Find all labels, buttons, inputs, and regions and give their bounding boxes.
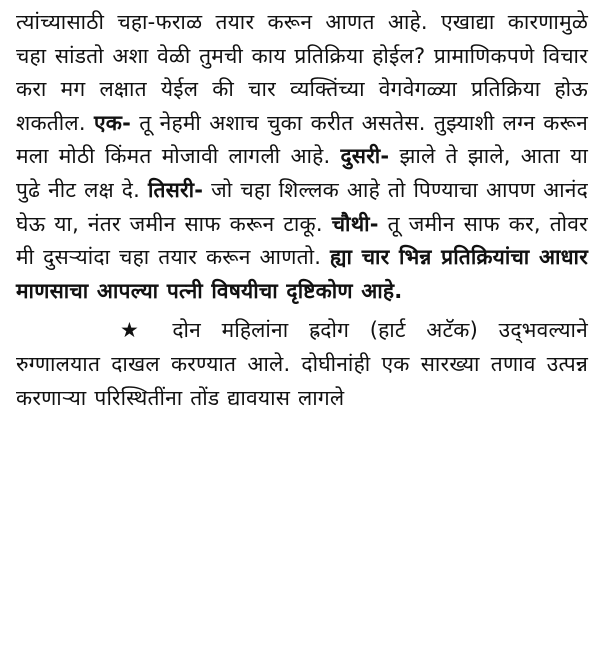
intro-text: त्यांच्यासाठी चहा-फराळ तयार करून आणत आहे. एखाद्या कारणामुळे चहा सांडतो अशा वेळी तुमची काय प्रतिक्रिया होईल? प्रामाणिकपणे विचार करा मग लक्षात येईल की चार व्यक्तिंच्या वेगवेगळ्या प्रतिक्रिया होऊ शकतील.: [16, 10, 588, 135]
paragraph-reactions: [16, 6, 588, 308]
paragraph-heart-attack: [16, 314, 588, 415]
heading-first: एक-: [93, 110, 132, 135]
star-icon: ★: [120, 318, 152, 343]
fourth-reaction-text: तू जमीन साफ कर, तोवर मी दुसऱ्यांदा चहा तयार करून आणतो.: [16, 211, 588, 270]
heading-fourth: चौथी-: [331, 211, 379, 236]
heading-second: दुसरी-: [340, 144, 390, 169]
third-reaction-text: जो चहा शिल्लक आहे तो पिण्याचा आपण आनंद घेऊ या, नंतर जमीन साफ करून टाकू.: [16, 177, 588, 236]
first-reaction-text: तू नेहमी अशाच चुका करीत असतेस. तुझ्याशी लग्न करून मला मोठी किंमत मोजावी लागली आहे.: [16, 110, 588, 169]
second-reaction-text: झाले ते झाले, आता या पुढे नीट लक्ष दे.: [16, 144, 588, 202]
heart-attack-text: दोन महिलांना ह्रदोग (हार्ट अटॅक) उद्‌भवल्याने रुग्णालयात दाखल करण्यात आले. दोघीनांही एक सारख्या तणाव उत्पन्न करणाऱ्या परिस्थितींना तोंड द्यावयास लागले: [16, 318, 588, 410]
conclusion-text: ह्या चार भिन्न प्रतिक्रियांचा आधार माणसाचा आपल्या पत्नी विषयीचा दृष्टिकोण आहे.: [16, 245, 588, 303]
heading-third: तिसरी-: [148, 177, 204, 202]
